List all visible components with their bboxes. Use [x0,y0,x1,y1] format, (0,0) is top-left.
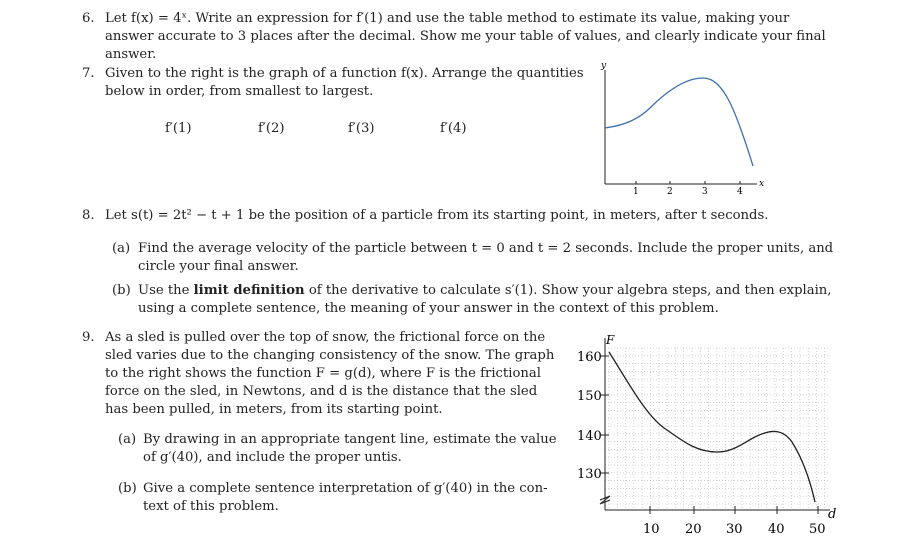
q9-x-tick-label-10: 10 [643,522,660,537]
q7-number: 7. [82,66,95,81]
q6-line-1: Let f(x) = 4ˣ. Write an expression for f′(1) and use the table method to estimate its value, making your [105,11,790,26]
q9-line-1: As a sled is pulled over the top of snow, the frictional force on the [105,330,546,345]
q9-y-tick-label-160: 160 [577,350,602,365]
q8-statement: Let s(t) = 2t² − t + 1 be the position of a particle from its starting point, in meters, after t seconds. [105,208,769,223]
q7-x-label: x [759,179,765,189]
q9-number: 9. [82,330,95,345]
q8b-line-1-pre: Use the [138,283,194,298]
q8a-line-1: Find the average velocity of the particle between t = 0 and t = 2 seconds. Include the proper units, and [138,241,834,256]
q8-number: 8. [82,208,95,223]
q7-function-curve [605,78,753,166]
q8b-line-2: using a complete sentence, the meaning of your answer in the context of this problem. [138,301,719,316]
q9a-line-1: By drawing in an appropriate tangent line, estimate the value [143,432,557,447]
q9-line-3: to the right shows the function F = g(d), where F is the frictional [105,366,541,381]
q6-number: 6. [82,11,95,26]
q9-grid [605,348,830,510]
q9b-line-1: Give a complete sentence interpretation of g′(40) in the con- [143,481,548,496]
q7-x-tick-label-1: 1 [633,187,639,197]
q9-x-tick-label-20: 20 [685,522,702,537]
q9-x-tick-label-50: 50 [809,522,826,537]
q7-quantity-3: f′(3) [348,121,375,136]
q9-x-label: d [828,507,837,522]
q9-force-curve [609,352,815,502]
q7-x-tick-label-4: 4 [737,187,743,197]
q9-y-tick-label-150: 150 [577,389,602,404]
q7-y-label: y [601,61,607,71]
q9b-line-2: text of this problem. [143,499,279,514]
q8a-line-2: circle your final answer. [138,259,299,274]
q8b-line-1 [138,282,832,300]
q9-x-tick-label-40: 40 [768,522,785,537]
q7-line-2: below in order, from smallest to largest. [105,84,374,99]
q7-quantity-2: f′(2) [258,121,285,136]
q9-y-tick-label-130: 130 [577,467,602,482]
q7-line-1: Given to the right is the graph of a function f(x). Arrange the quantities [105,66,584,81]
q7-quantity-4: f′(4) [440,121,467,136]
q7-quantity-1: f′(1) [165,121,192,136]
q8a-label: (a) [112,241,131,256]
q8b-bold-phrase: limit definition [193,283,305,298]
q8b-label: (b) [112,283,131,298]
q7-x-tick-label-3: 3 [702,187,708,197]
q6-line-3: answer. [105,47,157,62]
q7-graph [595,58,775,198]
q9-graph [572,330,862,545]
q9-y-tick-label-140: 140 [577,429,602,444]
q9-y-label: F [606,333,615,347]
q9-x-tick-label-30: 30 [726,522,743,537]
q7-x-tick-label-2: 2 [667,187,673,197]
q9b-label: (b) [118,481,137,496]
q9a-line-2: of g′(40), and include the proper untis. [143,450,402,465]
q9-line-5: has been pulled, in meters, from its starting point. [105,402,443,417]
q9-line-4: force on the sled, in Newtons, and d is the distance that the sled [105,384,538,399]
q6-line-2: answer accurate to 3 places after the decimal. Show me your table of values, and clearly indicate your final [105,29,826,44]
q8b-line-1-post: of the derivative to calculate s′(1). Show your algebra steps, and then explain, [304,283,832,298]
q9a-label: (a) [118,432,137,447]
q9-line-2: sled varies due to the changing consistency of the snow. The graph [105,348,555,363]
